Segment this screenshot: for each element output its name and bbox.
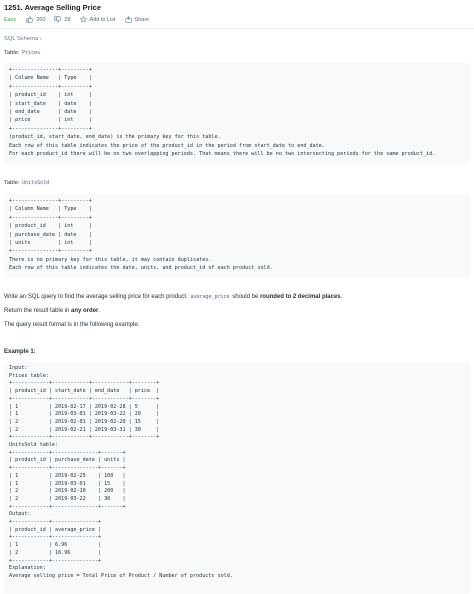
like-button[interactable] xyxy=(26,16,45,23)
units-schema-block: +---------------+---------+ | Column Name | Type | +---------------+---------+ | product_id | int | | purchase_date | date | | units | int | +---------------+---------+ There is no primary key for this table, it may contain duplicates. Each row of this table indicates the date, units, and product_id of each product sold. xyxy=(4,194,470,278)
thumbs-down-icon xyxy=(54,16,61,23)
dislike-count: 28 xyxy=(64,16,71,23)
thumbs-up-icon xyxy=(26,16,33,23)
prices-table-name: Prices xyxy=(22,50,41,56)
task-text-bold: rounded to 2 decimal places xyxy=(259,294,341,300)
units-table-label xyxy=(4,180,50,186)
difficulty-badge: Easy xyxy=(4,16,17,23)
prices-table-label xyxy=(4,50,41,56)
order-text-end: . xyxy=(98,308,101,314)
order-text-bold: any order xyxy=(71,308,99,314)
problem-title: 1251. Average Selling Price xyxy=(4,3,101,12)
format-description: The query result format is in the following example. xyxy=(4,322,140,328)
prices-schema-block: +---------------+---------+ | Column Name | Type | +---------------+---------+ | product_id | int | | start_date | date | | end_date | date | | price | int | +---------------+---------+ (product_id, start_date, end_date) is the primary key for this table. Each row of this table indicates the price of the product_id in the period from start_date to end_date. For each product_id there will be no two overlapping periods. That means there will be no two intersecting periods for the same product_id. xyxy=(4,63,470,164)
add-to-list-button[interactable] xyxy=(80,16,116,23)
units-table-prefix: Table: xyxy=(4,180,22,186)
header-divider xyxy=(0,28,474,29)
example-block: Input: Prices table: +------------+------------+------------+--------+ | product_id | start_date | end_date | price | +------------+------------+------------+--------+ | 1 | 2019-02-17 | 2019-02-28 | 5 | | 1 | 2019-03-01 | 2019-03-22 | 20 | | 2 | 2019-02-01 | 2019-02-20 | 15 | | 2 | 2019-02-21 | 2019-03-31 | 30 | +------------+------------+------------+--------+ UnitsSold table: +------------+---------------+-------+ | product_id | purchase_date | units | +------------+---------------+-------+ | 1 | 2019-02-25 | 100 | | 1 | 2019-03-01 | 15 | | 2 | 2019-02-10 | 200 | | 2 | 2019-03-22 | 30 | +------------+---------------+-------+ Output: +------------+---------------+ | product_id | average_price | +------------+---------------+ | 1 | 6.96 | | 2 | 16.96 | +------------+---------------+ Explanation: Average selling price = Total Price of Product / Number of products sold. xyxy=(4,362,470,594)
chevron-right-icon: › xyxy=(39,36,42,42)
task-code: average_price xyxy=(190,294,230,300)
example-heading: Example 1: xyxy=(4,349,36,355)
task-text-mid: should be xyxy=(230,294,260,300)
share-button[interactable] xyxy=(125,16,150,23)
task-description xyxy=(4,294,342,300)
share-label: Share xyxy=(134,16,150,23)
sql-schema-link[interactable] xyxy=(4,36,42,42)
add-to-list-label: Add to List xyxy=(89,16,116,23)
task-text-pre: Write an SQL query to find the average selling price for each product. xyxy=(4,294,190,300)
prices-table-prefix: Table: xyxy=(4,50,22,56)
star-icon xyxy=(80,16,87,23)
units-table-name: UnitsSold xyxy=(22,180,50,186)
like-count: 260 xyxy=(36,16,46,23)
order-text-pre: Return the result table in xyxy=(4,308,72,314)
order-description xyxy=(4,308,100,314)
sql-schema-label: SQL Schema xyxy=(4,36,39,42)
task-text-end: . xyxy=(340,294,343,300)
problem-meta-bar xyxy=(4,16,158,23)
share-icon xyxy=(125,16,132,23)
dislike-button[interactable] xyxy=(54,16,70,23)
